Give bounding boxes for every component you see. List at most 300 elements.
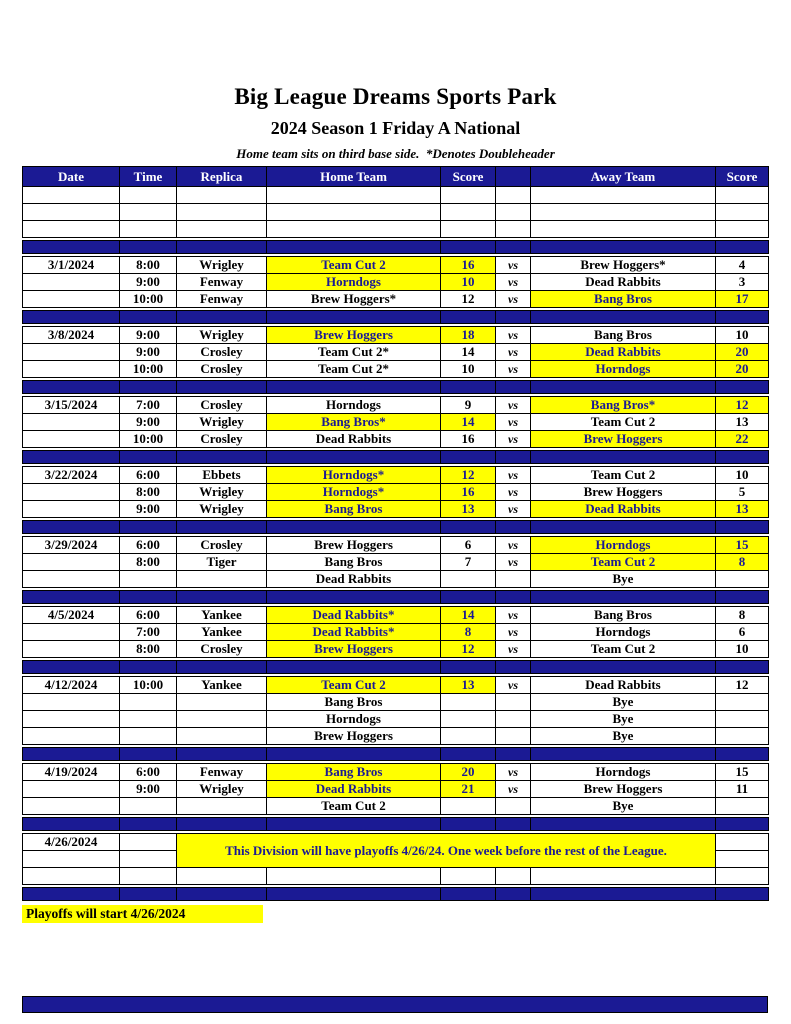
date-cell bbox=[23, 414, 120, 431]
separator-cell bbox=[120, 381, 177, 394]
replica-cell bbox=[177, 728, 267, 745]
home-team-cell: Horndogs bbox=[267, 397, 441, 414]
away-score-cell: 4 bbox=[716, 257, 769, 274]
date-cell bbox=[23, 361, 120, 378]
vs-cell: vs bbox=[496, 554, 531, 571]
replica-cell: Wrigley bbox=[177, 257, 267, 274]
date-cell bbox=[23, 694, 120, 711]
time-cell: 7:00 bbox=[120, 624, 177, 641]
separator-cell bbox=[177, 381, 267, 394]
replica-cell: Fenway bbox=[177, 274, 267, 291]
replica-cell: Crosley bbox=[177, 537, 267, 554]
separator-cell bbox=[496, 748, 531, 761]
separator-row bbox=[23, 241, 769, 254]
separator-cell bbox=[441, 661, 496, 674]
separator-cell bbox=[716, 241, 769, 254]
separator-cell bbox=[267, 311, 441, 324]
away-team-cell: Bang Bros bbox=[531, 291, 716, 308]
time-cell: 6:00 bbox=[120, 537, 177, 554]
vs-cell: vs bbox=[496, 257, 531, 274]
separator-cell bbox=[120, 818, 177, 831]
table-cell bbox=[496, 187, 531, 204]
separator-cell bbox=[496, 451, 531, 464]
away-score-cell: 13 bbox=[716, 501, 769, 518]
separator-cell bbox=[267, 748, 441, 761]
date-cell bbox=[23, 624, 120, 641]
separator-cell bbox=[496, 521, 531, 534]
table-cell bbox=[267, 187, 441, 204]
game-row bbox=[23, 257, 769, 274]
time-cell: 9:00 bbox=[120, 414, 177, 431]
home-team-cell: Team Cut 2* bbox=[267, 344, 441, 361]
table-cell bbox=[177, 221, 267, 238]
separator-cell bbox=[496, 381, 531, 394]
table-cell bbox=[716, 868, 769, 885]
date-cell bbox=[23, 798, 120, 815]
separator-cell bbox=[441, 521, 496, 534]
vs-cell: vs bbox=[496, 467, 531, 484]
playoff-row bbox=[23, 834, 769, 851]
away-score-cell: 6 bbox=[716, 624, 769, 641]
home-score-cell: 12 bbox=[441, 467, 496, 484]
separator-cell bbox=[120, 311, 177, 324]
away-score-cell: 13 bbox=[716, 414, 769, 431]
home-score-cell: 16 bbox=[441, 257, 496, 274]
column-header: Time bbox=[120, 167, 177, 187]
home-team-cell: Brew Hoggers bbox=[267, 537, 441, 554]
separator-row bbox=[23, 818, 769, 831]
date-cell bbox=[23, 571, 120, 588]
away-team-cell: Team Cut 2 bbox=[531, 641, 716, 658]
home-score-cell: 20 bbox=[441, 764, 496, 781]
away-team-cell: Bang Bros bbox=[531, 607, 716, 624]
time-cell: 9:00 bbox=[120, 781, 177, 798]
separator-cell bbox=[441, 888, 496, 901]
home-score-cell: 12 bbox=[441, 291, 496, 308]
vs-cell: vs bbox=[496, 361, 531, 378]
separator-cell bbox=[496, 311, 531, 324]
home-score-cell bbox=[441, 711, 496, 728]
bye-row bbox=[23, 798, 769, 815]
bye-row bbox=[23, 694, 769, 711]
separator-cell bbox=[531, 888, 716, 901]
separator-row bbox=[23, 748, 769, 761]
vs-cell bbox=[496, 711, 531, 728]
bye-row bbox=[23, 728, 769, 745]
table-cell bbox=[23, 204, 120, 221]
separator-cell bbox=[441, 451, 496, 464]
game-row bbox=[23, 501, 769, 518]
replica-cell bbox=[177, 571, 267, 588]
vs-cell: vs bbox=[496, 291, 531, 308]
time-cell: 7:00 bbox=[120, 397, 177, 414]
bye-cell: Bye bbox=[531, 694, 716, 711]
away-team-cell: Dead Rabbits bbox=[531, 501, 716, 518]
separator-cell bbox=[441, 748, 496, 761]
separator-cell bbox=[177, 661, 267, 674]
time-cell: 10:00 bbox=[120, 291, 177, 308]
vs-cell: vs bbox=[496, 677, 531, 694]
date-cell bbox=[23, 274, 120, 291]
table-cell bbox=[177, 187, 267, 204]
schedule-body bbox=[23, 167, 769, 904]
home-score-cell: 10 bbox=[441, 274, 496, 291]
column-header bbox=[496, 167, 531, 187]
separator-cell bbox=[441, 311, 496, 324]
column-header: Away Team bbox=[531, 167, 716, 187]
home-team-cell: Bang Bros bbox=[267, 501, 441, 518]
separator-cell bbox=[23, 591, 120, 604]
separator-cell bbox=[23, 888, 120, 901]
home-score-cell: 13 bbox=[441, 677, 496, 694]
separator-cell bbox=[23, 381, 120, 394]
vs-cell: vs bbox=[496, 414, 531, 431]
game-row bbox=[23, 274, 769, 291]
home-team-cell: Team Cut 2 bbox=[267, 677, 441, 694]
replica-cell: Ebbets bbox=[177, 467, 267, 484]
vs-cell bbox=[496, 798, 531, 815]
table-cell bbox=[531, 868, 716, 885]
replica-cell: Wrigley bbox=[177, 501, 267, 518]
game-row bbox=[23, 397, 769, 414]
separator-cell bbox=[23, 661, 120, 674]
away-score-cell: 8 bbox=[716, 554, 769, 571]
date-cell bbox=[23, 554, 120, 571]
away-score-cell: 15 bbox=[716, 764, 769, 781]
away-score-cell: 3 bbox=[716, 274, 769, 291]
bye-row bbox=[23, 571, 769, 588]
time-cell bbox=[120, 798, 177, 815]
separator-cell bbox=[716, 591, 769, 604]
separator-cell bbox=[177, 241, 267, 254]
time-cell: 9:00 bbox=[120, 274, 177, 291]
away-team-cell: Dead Rabbits bbox=[531, 677, 716, 694]
separator-cell bbox=[23, 311, 120, 324]
separator-cell bbox=[120, 591, 177, 604]
date-cell bbox=[23, 641, 120, 658]
home-team-cell: Brew Hoggers bbox=[267, 728, 441, 745]
date-cell: 3/1/2024 bbox=[23, 257, 120, 274]
page-title: Big League Dreams Sports Park bbox=[234, 84, 557, 109]
away-team-cell: Dead Rabbits bbox=[531, 274, 716, 291]
separator-cell bbox=[267, 591, 441, 604]
home-score-cell: 6 bbox=[441, 537, 496, 554]
vs-cell: vs bbox=[496, 431, 531, 448]
time-cell: 10:00 bbox=[120, 431, 177, 448]
replica-cell: Yankee bbox=[177, 624, 267, 641]
time-cell: 8:00 bbox=[120, 554, 177, 571]
away-score-cell: 17 bbox=[716, 291, 769, 308]
separator-cell bbox=[496, 888, 531, 901]
home-team-cell: Dead Rabbits bbox=[267, 431, 441, 448]
separator-cell bbox=[120, 888, 177, 901]
replica-cell bbox=[177, 798, 267, 815]
separator-cell bbox=[531, 451, 716, 464]
vs-cell: vs bbox=[496, 764, 531, 781]
home-team-cell: Brew Hoggers bbox=[267, 327, 441, 344]
date-cell: 4/12/2024 bbox=[23, 677, 120, 694]
column-header: Date bbox=[23, 167, 120, 187]
home-score-cell bbox=[441, 694, 496, 711]
time-cell bbox=[120, 834, 177, 851]
away-score-cell: 12 bbox=[716, 677, 769, 694]
away-score-cell: 22 bbox=[716, 431, 769, 448]
replica-cell: Wrigley bbox=[177, 781, 267, 798]
separator-row bbox=[23, 451, 769, 464]
replica-cell: Crosley bbox=[177, 344, 267, 361]
home-team-cell: Dead Rabbits* bbox=[267, 607, 441, 624]
vs-cell bbox=[496, 571, 531, 588]
home-score-cell: 18 bbox=[441, 327, 496, 344]
home-team-cell: Bang Bros bbox=[267, 694, 441, 711]
game-row bbox=[23, 327, 769, 344]
time-cell bbox=[120, 851, 177, 868]
separator-cell bbox=[177, 591, 267, 604]
separator-cell bbox=[177, 451, 267, 464]
bottom-separator-bar bbox=[22, 996, 768, 1013]
separator-cell bbox=[267, 381, 441, 394]
game-row bbox=[23, 344, 769, 361]
home-team-cell: Horndogs* bbox=[267, 484, 441, 501]
away-team-cell: Team Cut 2 bbox=[531, 467, 716, 484]
home-score-cell: 14 bbox=[441, 344, 496, 361]
table-cell bbox=[23, 187, 120, 204]
vs-cell bbox=[496, 694, 531, 711]
away-score-cell bbox=[716, 571, 769, 588]
home-score-cell: 7 bbox=[441, 554, 496, 571]
home-score-cell: 16 bbox=[441, 484, 496, 501]
separator-cell bbox=[441, 818, 496, 831]
game-row bbox=[23, 781, 769, 798]
home-score-cell: 14 bbox=[441, 607, 496, 624]
home-team-cell: Brew Hoggers* bbox=[267, 291, 441, 308]
table-cell bbox=[120, 221, 177, 238]
home-team-cell: Bang Bros* bbox=[267, 414, 441, 431]
header-row bbox=[23, 167, 769, 187]
playoff-message-cell: This Division will have playoffs 4/26/24. One week before the rest of the League. bbox=[177, 834, 716, 868]
time-cell: 10:00 bbox=[120, 361, 177, 378]
date-cell: 3/29/2024 bbox=[23, 537, 120, 554]
table-cell bbox=[496, 221, 531, 238]
time-cell: 8:00 bbox=[120, 641, 177, 658]
home-team-cell: Team Cut 2 bbox=[267, 798, 441, 815]
separator-cell bbox=[716, 451, 769, 464]
table-cell bbox=[716, 187, 769, 204]
table-cell bbox=[716, 204, 769, 221]
separator-cell bbox=[177, 888, 267, 901]
away-team-cell: Bang Bros bbox=[531, 327, 716, 344]
separator-cell bbox=[441, 591, 496, 604]
vs-cell: vs bbox=[496, 624, 531, 641]
empty-row bbox=[23, 187, 769, 204]
date-cell: 3/8/2024 bbox=[23, 327, 120, 344]
page-tagline: Home team sits on third base side. *Denotes Doubleheader bbox=[236, 146, 555, 161]
bye-cell: Bye bbox=[531, 711, 716, 728]
table-cell bbox=[120, 204, 177, 221]
home-team-cell: Team Cut 2* bbox=[267, 361, 441, 378]
home-team-cell: Horndogs* bbox=[267, 467, 441, 484]
separator-cell bbox=[120, 241, 177, 254]
vs-cell: vs bbox=[496, 641, 531, 658]
away-score-cell bbox=[716, 851, 769, 868]
vs-cell: vs bbox=[496, 537, 531, 554]
vs-cell: vs bbox=[496, 781, 531, 798]
separator-row bbox=[23, 381, 769, 394]
away-score-cell bbox=[716, 798, 769, 815]
away-team-cell: Horndogs bbox=[531, 361, 716, 378]
table-cell bbox=[531, 204, 716, 221]
date-cell bbox=[23, 484, 120, 501]
home-team-cell: Team Cut 2 bbox=[267, 257, 441, 274]
separator-row bbox=[23, 888, 769, 901]
replica-cell: Wrigley bbox=[177, 414, 267, 431]
separator-cell bbox=[716, 818, 769, 831]
separator-cell bbox=[177, 748, 267, 761]
away-team-cell: Brew Hoggers* bbox=[531, 257, 716, 274]
home-team-cell: Dead Rabbits bbox=[267, 781, 441, 798]
separator-cell bbox=[531, 591, 716, 604]
schedule-sheet bbox=[22, 166, 768, 923]
date-cell: 4/5/2024 bbox=[23, 607, 120, 624]
away-team-cell: Dead Rabbits bbox=[531, 344, 716, 361]
home-team-cell: Horndogs bbox=[267, 711, 441, 728]
vs-cell: vs bbox=[496, 397, 531, 414]
game-row bbox=[23, 467, 769, 484]
empty-row bbox=[23, 221, 769, 238]
replica-cell bbox=[177, 694, 267, 711]
away-score-cell bbox=[716, 728, 769, 745]
separator-cell bbox=[177, 818, 267, 831]
away-score-cell: 8 bbox=[716, 607, 769, 624]
game-row bbox=[23, 764, 769, 781]
vs-cell bbox=[496, 728, 531, 745]
table-cell bbox=[496, 204, 531, 221]
replica-cell: Crosley bbox=[177, 397, 267, 414]
away-team-cell: Brew Hoggers bbox=[531, 484, 716, 501]
table-cell bbox=[716, 221, 769, 238]
table-cell bbox=[23, 221, 120, 238]
separator-cell bbox=[120, 748, 177, 761]
separator-cell bbox=[531, 661, 716, 674]
separator-cell bbox=[120, 451, 177, 464]
away-team-cell: Team Cut 2 bbox=[531, 414, 716, 431]
separator-cell bbox=[716, 381, 769, 394]
date-cell bbox=[23, 781, 120, 798]
away-score-cell: 12 bbox=[716, 397, 769, 414]
date-cell: 3/22/2024 bbox=[23, 467, 120, 484]
separator-cell bbox=[267, 521, 441, 534]
away-score-cell: 10 bbox=[716, 327, 769, 344]
separator-cell bbox=[23, 748, 120, 761]
home-team-cell: Brew Hoggers bbox=[267, 641, 441, 658]
away-team-cell: Brew Hoggers bbox=[531, 781, 716, 798]
separator-cell bbox=[716, 661, 769, 674]
away-team-cell: Horndogs bbox=[531, 764, 716, 781]
replica-cell: Crosley bbox=[177, 431, 267, 448]
separator-cell bbox=[716, 888, 769, 901]
table-cell bbox=[23, 868, 120, 885]
separator-cell bbox=[716, 748, 769, 761]
table-cell bbox=[267, 868, 441, 885]
away-team-cell: Bang Bros* bbox=[531, 397, 716, 414]
away-team-cell: Horndogs bbox=[531, 624, 716, 641]
separator-cell bbox=[267, 241, 441, 254]
table-cell bbox=[120, 187, 177, 204]
column-header: Score bbox=[716, 167, 769, 187]
table-cell bbox=[441, 221, 496, 238]
column-header: Score bbox=[441, 167, 496, 187]
home-team-cell: Bang Bros bbox=[267, 764, 441, 781]
separator-cell bbox=[23, 241, 120, 254]
vs-cell: vs bbox=[496, 327, 531, 344]
replica-cell: Wrigley bbox=[177, 484, 267, 501]
time-cell bbox=[120, 571, 177, 588]
time-cell: 6:00 bbox=[120, 607, 177, 624]
separator-cell bbox=[23, 818, 120, 831]
game-row bbox=[23, 677, 769, 694]
separator-cell bbox=[23, 451, 120, 464]
home-score-cell: 16 bbox=[441, 431, 496, 448]
game-row bbox=[23, 361, 769, 378]
away-score-cell: 10 bbox=[716, 641, 769, 658]
separator-cell bbox=[496, 591, 531, 604]
separator-cell bbox=[441, 241, 496, 254]
away-score-cell: 15 bbox=[716, 537, 769, 554]
separator-cell bbox=[267, 818, 441, 831]
game-row bbox=[23, 537, 769, 554]
vs-cell: vs bbox=[496, 501, 531, 518]
bye-cell: Bye bbox=[531, 728, 716, 745]
date-cell bbox=[23, 851, 120, 868]
home-team-cell: Dead Rabbits bbox=[267, 571, 441, 588]
time-cell: 6:00 bbox=[120, 467, 177, 484]
date-cell: 4/26/2024 bbox=[23, 834, 120, 851]
date-cell: 3/15/2024 bbox=[23, 397, 120, 414]
game-row bbox=[23, 291, 769, 308]
home-score-cell: 13 bbox=[441, 501, 496, 518]
replica-cell: Fenway bbox=[177, 291, 267, 308]
table-cell bbox=[441, 868, 496, 885]
bye-row bbox=[23, 711, 769, 728]
time-cell: 10:00 bbox=[120, 677, 177, 694]
separator-row bbox=[23, 661, 769, 674]
time-cell: 8:00 bbox=[120, 257, 177, 274]
home-score-cell bbox=[441, 798, 496, 815]
separator-cell bbox=[120, 661, 177, 674]
page-subtitle: 2024 Season 1 Friday A National bbox=[270, 118, 521, 138]
bye-cell: Bye bbox=[531, 798, 716, 815]
replica-cell: Crosley bbox=[177, 361, 267, 378]
empty-row bbox=[23, 204, 769, 221]
away-team-cell: Team Cut 2 bbox=[531, 554, 716, 571]
home-score-cell: 9 bbox=[441, 397, 496, 414]
separator-cell bbox=[23, 521, 120, 534]
date-cell bbox=[23, 431, 120, 448]
separator-row bbox=[23, 591, 769, 604]
time-cell: 9:00 bbox=[120, 327, 177, 344]
date-cell bbox=[23, 344, 120, 361]
date-cell bbox=[23, 501, 120, 518]
replica-cell: Yankee bbox=[177, 607, 267, 624]
home-score-cell: 8 bbox=[441, 624, 496, 641]
table-cell bbox=[267, 221, 441, 238]
away-score-cell bbox=[716, 834, 769, 851]
bye-cell: Bye bbox=[531, 571, 716, 588]
date-cell bbox=[23, 711, 120, 728]
separator-cell bbox=[120, 521, 177, 534]
home-score-cell bbox=[441, 728, 496, 745]
table-cell bbox=[496, 868, 531, 885]
